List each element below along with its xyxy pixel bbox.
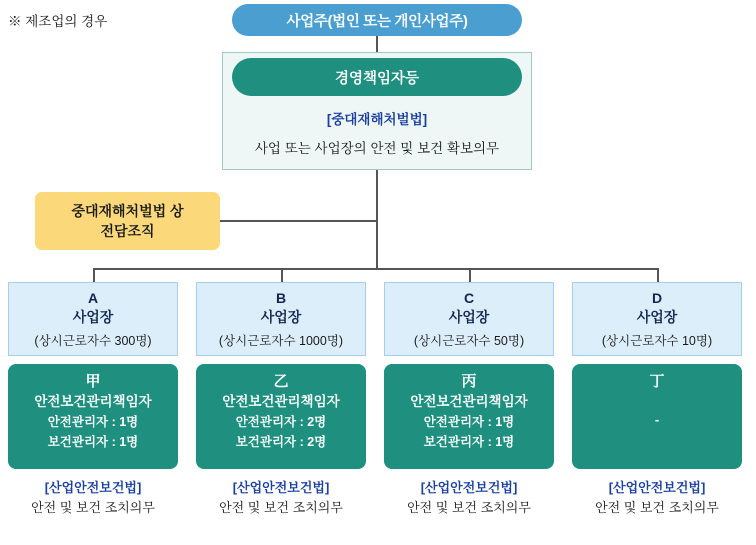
workplace-column-d (572, 282, 742, 517)
site-letter-c: C (463, 289, 475, 306)
dedicated-organization-line1: 중대재해처벌법 상 (71, 202, 184, 219)
management-duty-label: 사업 또는 사업장의 안전 및 보건 확보의무 (254, 141, 500, 156)
workplace-column-a (8, 282, 178, 517)
site-box-d (572, 282, 742, 356)
law-box-c (384, 478, 554, 517)
workplace-column-b (196, 282, 366, 517)
law-title-a: [산업안전보건법] (44, 480, 142, 495)
manager-name-d: 丁 (649, 373, 665, 390)
manager-name-a: 甲 (85, 373, 101, 390)
dedicated-organization-line2: 전담조직 (100, 223, 155, 239)
law-duty-c: 안전 및 보건 조치의무 (407, 499, 531, 515)
manager-detail1-b: 안전관리자 : 2명 (235, 414, 327, 429)
site-box-a (8, 282, 178, 356)
manager-role-c: 안전보건관리책임자 (410, 393, 528, 409)
connector-dedicated-trunk (220, 220, 377, 222)
law-duty-b: 안전 및 보건 조치의무 (219, 499, 343, 515)
site-workers-b: (상시근로자수 1000명) (218, 334, 344, 349)
connector-drop-a (93, 268, 95, 283)
manager-dash-d: - (654, 411, 660, 427)
management-head-box: 경영책임자등 (232, 58, 522, 96)
law-box-d (572, 478, 742, 517)
connector-drop-c (469, 268, 471, 283)
connector-management-trunk (376, 170, 378, 270)
workplace-column-c (384, 282, 554, 517)
law-box-b (196, 478, 366, 517)
connector-employer-management (376, 36, 378, 52)
manager-detail1-a: 안전관리자 : 1명 (47, 414, 139, 429)
site-word-b: 사업장 (260, 308, 302, 325)
law-duty-d: 안전 및 보건 조치의무 (595, 499, 719, 515)
manager-box-c (384, 364, 554, 469)
law-title-c: [산업안전보건법] (420, 480, 518, 495)
manager-box-d (572, 364, 742, 469)
employer-box: 사업주(법인 또는 개인사업주) (232, 4, 522, 36)
site-word-a: 사업장 (72, 308, 114, 325)
site-workers-a: (상시근로자수 300명) (34, 334, 152, 349)
connector-horizontal-bus (93, 268, 659, 270)
law-title-b: [산업안전보건법] (232, 480, 330, 495)
connector-drop-b (281, 268, 283, 283)
site-workers-d: (상시근로자수 10명) (601, 334, 713, 349)
site-word-c: 사업장 (448, 308, 490, 325)
manager-detail1-c: 안전관리자 : 1명 (423, 414, 515, 429)
manager-role-a: 안전보건관리책임자 (34, 393, 152, 409)
manager-role-b: 안전보건관리책임자 (222, 393, 340, 409)
manager-detail2-a: 보건관리자 : 1명 (47, 434, 139, 449)
site-workers-c: (상시근로자수 50명) (413, 334, 525, 349)
manager-detail2-c: 보건관리자 : 1명 (423, 434, 515, 449)
manager-box-a (8, 364, 178, 469)
site-letter-b: B (275, 289, 287, 306)
manager-box-b (196, 364, 366, 469)
site-letter-d: D (651, 289, 663, 306)
site-word-d: 사업장 (636, 308, 678, 325)
dedicated-organization-box (35, 192, 220, 250)
site-letter-a: A (87, 289, 99, 306)
law-title-d: [산업안전보건법] (608, 480, 706, 495)
diagram-note: ※ 제조업의 경우 (8, 14, 108, 29)
connector-drop-d (657, 268, 659, 283)
law-duty-a: 안전 및 보건 조치의무 (31, 499, 155, 515)
site-box-c (384, 282, 554, 356)
management-law-label: [중대재해처벌법] (326, 112, 428, 127)
site-box-b (196, 282, 366, 356)
manager-detail2-b: 보건관리자 : 2명 (235, 434, 327, 449)
manager-name-b: 乙 (273, 373, 289, 390)
law-box-a (8, 478, 178, 517)
manager-name-c: 丙 (461, 373, 477, 390)
